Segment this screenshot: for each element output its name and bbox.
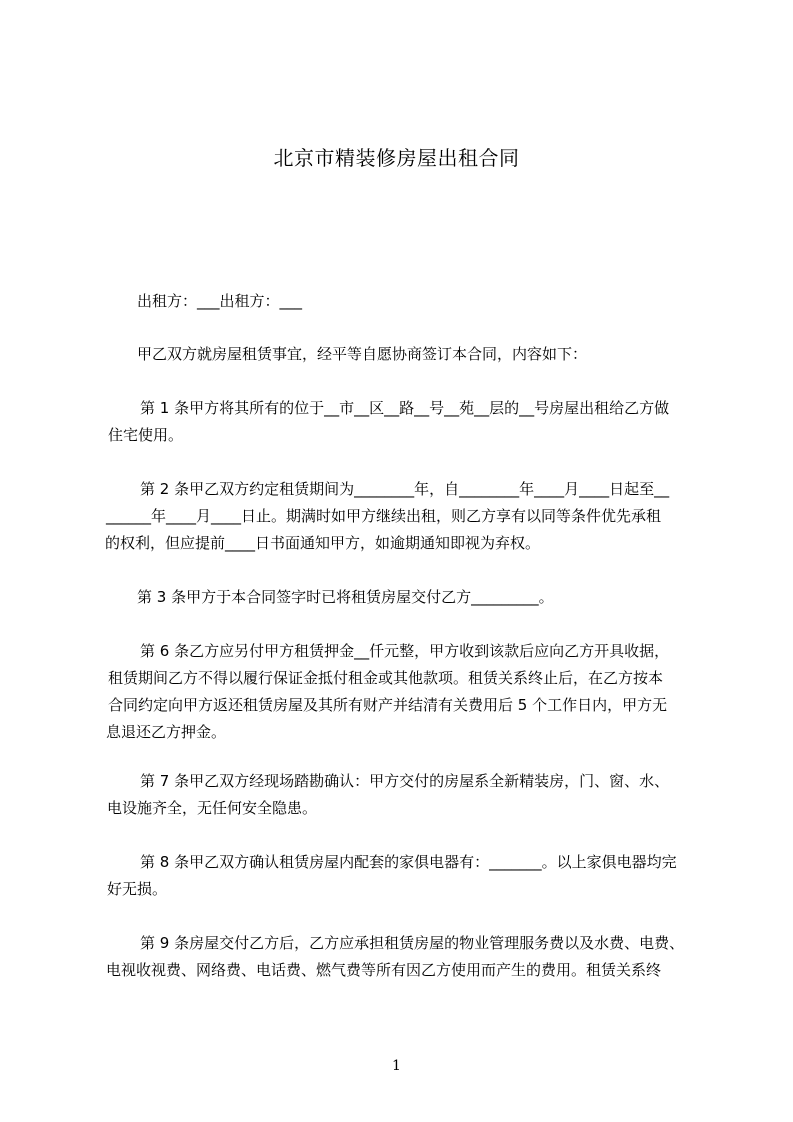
document-title: 北京市精装修房屋出租合同 bbox=[273, 146, 520, 170]
article-6-line-1: 第 6 条乙方应另付甲方租赁押金__仟元整，甲方收到该款后应向乙方开具收据， bbox=[140, 642, 670, 660]
page-number: 1 bbox=[392, 1058, 401, 1074]
article-9-line-1: 第 9 条房屋交付乙方后，乙方应承担租赁房屋的物业管理服务费以及水费、电费、 bbox=[140, 934, 685, 952]
article-3-line-1: 第 3 条甲方于本合同签字时已将租赁房屋交付乙方_________。 bbox=[137, 588, 554, 606]
article-9-line-2: 电视收视费、网络费、电话费、燃气费等所有因乙方使用而产生的费用。租赁关系终 bbox=[106, 961, 662, 979]
article-7-line-1: 第 7 条甲乙双方经现场踏勘确认：甲方交付的房屋系全新精装房，门、窗、水、 bbox=[140, 772, 670, 790]
article-2-line-2: ______年____月____日止。期满时如甲方继续出租，则乙方享有以同等条件优先承租 bbox=[106, 507, 662, 525]
article-1-line-2: 住宅使用。 bbox=[108, 426, 184, 444]
article-2-line-3: 的权利，但应提前____日书面通知甲方，如逾期通知即视为弃权。 bbox=[105, 534, 541, 552]
article-1-line-1: 第 1 条甲方将其所有的位于__市__区__路__号__苑__层的__号房屋出租给乙方做 bbox=[140, 399, 670, 417]
article-8-line-2: 好无损。 bbox=[107, 880, 168, 898]
intro-paragraph: 甲乙双方就房屋租赁事宜，经平等自愿协商签订本合同，内容如下： bbox=[137, 345, 588, 363]
article-2-line-1: 第 2 条甲乙双方约定租赁期间为________年，自________年____月____日起至__ bbox=[140, 480, 670, 498]
parties-line: 出租方：___出租方：___ bbox=[137, 292, 303, 310]
article-6-line-2: 租赁期间乙方不得以履行保证金抵付租金或其他款项。租赁关系终止后，在乙方按本 bbox=[108, 669, 664, 687]
article-6-line-4: 息退还乙方押金。 bbox=[106, 723, 227, 741]
article-8-line-1: 第 8 条甲乙双方确认租赁房屋内配套的家俱电器有：_______。以上家俱电器均完 bbox=[140, 853, 677, 871]
article-6-line-3: 合同约定向甲方返还租赁房屋及其所有财产并结清有关费用后 5 个工作日内，甲方无 bbox=[108, 696, 668, 714]
article-7-line-2: 电设施齐全，无任何安全隐患。 bbox=[107, 799, 318, 817]
